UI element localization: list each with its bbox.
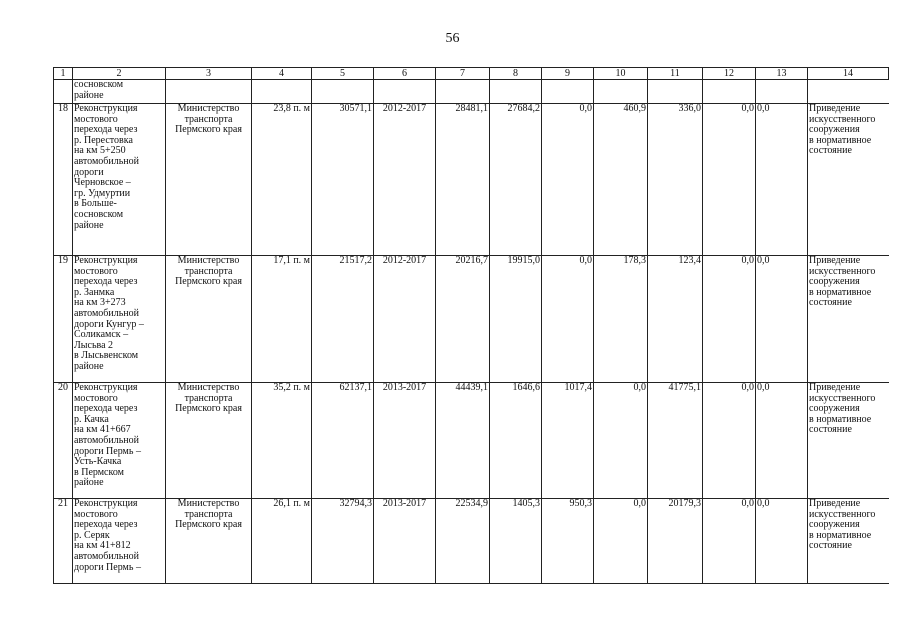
cell-value: 27684,2 [490,104,542,256]
cell-name: Реконструкция мостового перехода через р. Качка на км 41+667 автомобильной дороги Пермь – Усть-Качка в Пермском районе [73,383,166,499]
cell-value: 0,0 [756,104,808,256]
cell-value: 1017,4 [542,383,594,499]
cell-total: 30571,1 [312,104,374,256]
column-number: 13 [756,68,808,80]
cell-empty [542,80,594,104]
cell-empty [312,80,374,104]
cell-name: Реконструкция мостового перехода через р. Серяк на км 41+812 автомобильной дороги Пермь – [73,499,166,584]
cell-value: 0,0 [756,256,808,383]
cell-empty [252,80,312,104]
column-number: 3 [166,68,252,80]
cell-value: 1646,6 [490,383,542,499]
cell-empty [374,80,436,104]
column-number: 6 [374,68,436,80]
cell-years: 2012-2017 [374,104,436,256]
cell-value: 178,3 [594,256,648,383]
cell-result: Приведение искусственного сооружения в нормативное состояние [808,499,889,584]
cell-name: сосновском районе [73,80,166,104]
cell-length: 35,2 п. м [252,383,312,499]
cell-length: 26,1 п. м [252,499,312,584]
cell-empty [54,80,73,104]
column-number: 9 [542,68,594,80]
cell-years: 2013-2017 [374,499,436,584]
cell-value: 20179,3 [648,499,703,584]
table-row [54,499,889,584]
cell-value: 950,3 [542,499,594,584]
cell-result: Приведение искусственного сооружения в нормативное состояние [808,256,889,383]
cell-empty [703,80,756,104]
cell-name: Реконструкция мостового перехода через р. Занмка на км 3+273 автомобильной дороги Кунгур – Соликамск – Лысьва 2 в Лысьвенском районе [73,256,166,383]
column-number: 12 [703,68,756,80]
cell-result: Приведение искусственного сооружения в нормативное состояние [808,104,889,256]
cell-value: 0,0 [703,383,756,499]
cell-ministry: Министерство транспорта Пермского края [166,104,252,256]
column-number: 7 [436,68,490,80]
cell-number: 19 [54,256,73,383]
cell-ministry: Министерство транспорта Пермского края [166,383,252,499]
table-row [54,104,889,256]
cell-result: Приведение искусственного сооружения в нормативное состояние [808,383,889,499]
page-number: 56 [445,31,460,46]
column-number: 14 [808,68,889,80]
cell-value: 0,0 [703,104,756,256]
cell-empty [166,80,252,104]
column-number: 4 [252,68,312,80]
cell-total: 32794,3 [312,499,374,584]
cell-length: 17,1 п. м [252,256,312,383]
column-number: 5 [312,68,374,80]
data-table [53,67,889,584]
table-row [54,383,889,499]
cell-name: Реконструкция мостового перехода через р. Перестовка на км 5+250 автомобильной дороги Черновское – гр. Удмуртии в Больше- сосновском районе [73,104,166,256]
cell-value: 123,4 [648,256,703,383]
cell-number: 20 [54,383,73,499]
cell-years: 2012-2017 [374,256,436,383]
table-row-continuation [54,80,889,104]
cell-value: 22534,9 [436,499,490,584]
cell-ministry: Министерство транспорта Пермского края [166,256,252,383]
cell-empty [594,80,648,104]
cell-value: 41775,1 [648,383,703,499]
column-number: 1 [54,68,73,80]
cell-number: 21 [54,499,73,584]
cell-value: 20216,7 [436,256,490,383]
cell-empty [648,80,703,104]
cell-empty [808,80,889,104]
cell-value: 460,9 [594,104,648,256]
cell-value: 0,0 [756,499,808,584]
cell-number: 18 [54,104,73,256]
cell-empty [756,80,808,104]
cell-value: 19915,0 [490,256,542,383]
cell-value: 0,0 [594,383,648,499]
column-number: 10 [594,68,648,80]
cell-value: 336,0 [648,104,703,256]
cell-value: 0,0 [542,104,594,256]
cell-total: 62137,1 [312,383,374,499]
cell-value: 1405,3 [490,499,542,584]
table-row [54,256,889,383]
cell-value: 44439,1 [436,383,490,499]
cell-value: 0,0 [756,383,808,499]
cell-empty [490,80,542,104]
column-number-row [54,68,889,80]
cell-value: 0,0 [542,256,594,383]
cell-total: 21517,2 [312,256,374,383]
cell-value: 0,0 [594,499,648,584]
column-number: 11 [648,68,703,80]
cell-ministry: Министерство транспорта Пермского края [166,499,252,584]
cell-value: 0,0 [703,256,756,383]
cell-value: 0,0 [703,499,756,584]
cell-value: 28481,1 [436,104,490,256]
cell-years: 2013-2017 [374,383,436,499]
cell-length: 23,8 п. м [252,104,312,256]
column-number: 2 [73,68,166,80]
column-number: 8 [490,68,542,80]
cell-empty [436,80,490,104]
